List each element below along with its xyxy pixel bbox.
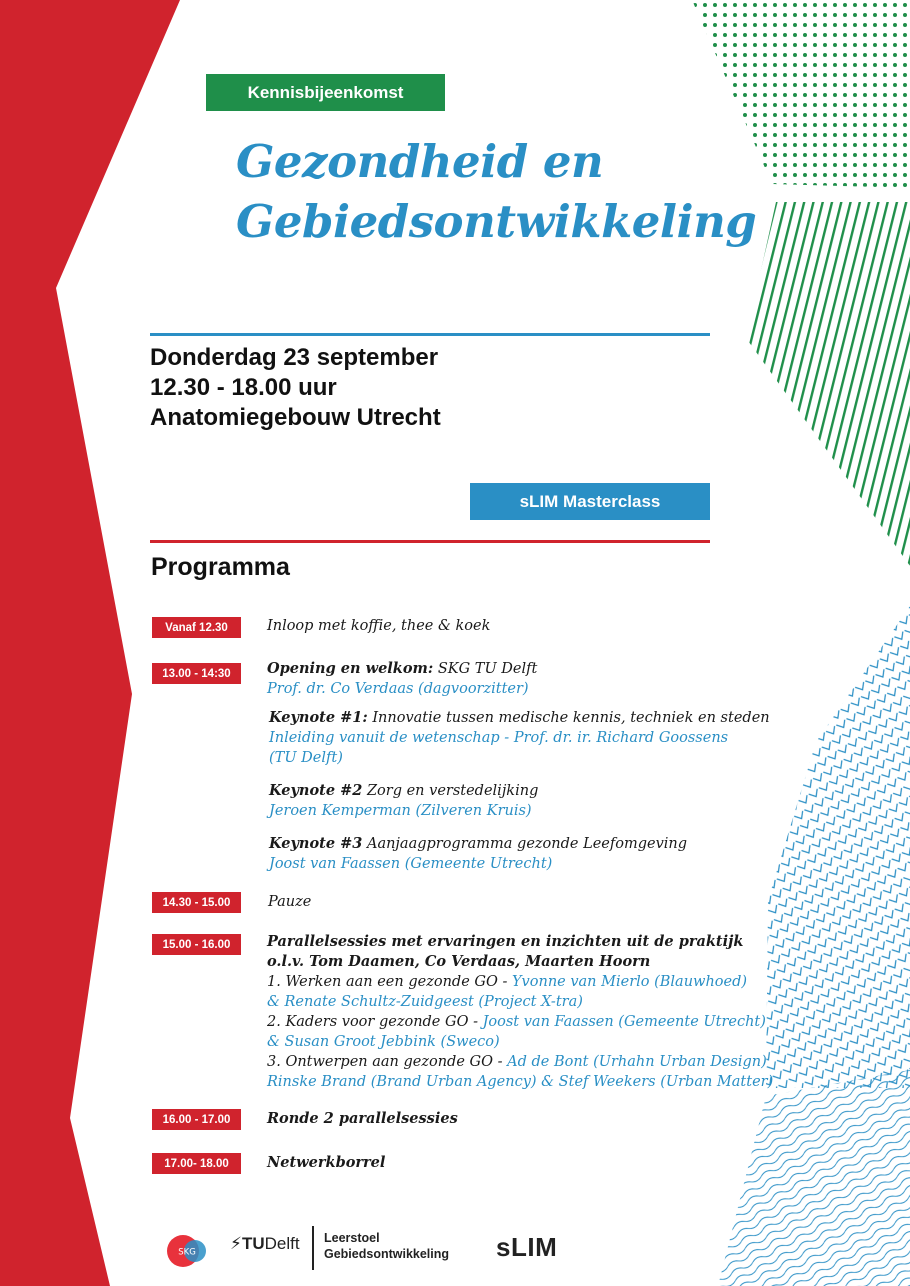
opening-text: SKG TU Delft (433, 661, 538, 677)
event-type-tag: Kennisbijeenkomst (206, 74, 445, 111)
leerstoel-logo (324, 1230, 449, 1262)
item-opening (267, 659, 537, 699)
event-date: Donderdag 23 september (150, 344, 439, 371)
keynote-3-label: Keynote #3 (269, 835, 363, 852)
page-title (236, 132, 756, 252)
time-badge-borrel: 17.00- 18.00 (152, 1153, 241, 1174)
item-keynote-1 (269, 708, 770, 768)
opening-label: Opening en welkom: (267, 660, 434, 677)
keynote-2-text: Zorg en verstedelijking (362, 783, 539, 799)
time-badge-pauze: 14.30 - 15.00 (152, 892, 241, 913)
session-3-speaker: Ad de Bont (Urhahn Urban Design) (507, 1054, 767, 1070)
time-badge-parallel: 15.00 - 16.00 (152, 934, 241, 955)
session-1-title: 1. Werken aan een gezonde GO - (267, 974, 512, 990)
item-inloop: Inloop met koffie, thee & koek (267, 618, 491, 634)
red-divider (150, 540, 710, 543)
leerstoel-line-1: Leerstoel (324, 1231, 380, 1245)
footer-divider (312, 1226, 314, 1270)
keynote-1-speaker-org: (TU Delft) (269, 750, 343, 766)
skg-logo-text: SKG (178, 1247, 196, 1258)
keynote-1-text: Innovatie tussen medische kennis, techniek en steden (367, 710, 770, 726)
footer-logos (160, 1226, 590, 1270)
red-band-shape (0, 0, 180, 1286)
session-1-speaker: Yvonne van Mierlo (Blauwhoed) (511, 974, 748, 990)
event-time: 12.30 - 18.00 uur (150, 374, 337, 401)
tudelft-flame-icon: ⚡ (230, 1234, 242, 1253)
keynote-3-text: Aanjaagprogramma gezonde Leefomgeving (362, 836, 688, 852)
tudelft-mark: TU (241, 1234, 265, 1253)
keynote-3-speaker: Joost van Faassen (Gemeente Utrecht) (269, 856, 553, 872)
ronde-2-text: Ronde 2 parallelsessies (267, 1110, 458, 1127)
time-badge-ronde-2: 16.00 - 17.00 (152, 1109, 241, 1130)
keynote-1-speaker: Inleiding vanuit de wetenschap - Prof. dr. ir. Richard Goossens (269, 730, 729, 746)
masterclass-tag: sLIM Masterclass (470, 483, 710, 520)
tudelft-logo (230, 1234, 300, 1254)
session-2-title: 2. Kaders voor gezonde GO - (267, 1014, 483, 1030)
blue-divider (150, 333, 710, 336)
event-venue: Anatomiegebouw Utrecht (150, 404, 441, 431)
keynote-2-speaker: Jeroen Kemperman (Zilveren Kruis) (269, 803, 532, 819)
session-2-speaker-2: & Susan Groot Jebbink (Sweco) (267, 1034, 500, 1050)
borrel-text: Netwerkborrel (267, 1154, 386, 1171)
item-pauze: Pauze (268, 894, 312, 910)
session-3-title: 3. Ontwerpen aan gezonde GO - (267, 1054, 508, 1070)
slim-logo: sLIM (496, 1232, 558, 1262)
skg-logo (166, 1230, 208, 1272)
title-line-2: Gebiedsontwikkeling (236, 195, 757, 248)
item-ronde-2 (267, 1109, 458, 1129)
keynote-1-label: Keynote #1: (269, 709, 368, 726)
event-info (150, 343, 441, 433)
keynote-2-label: Keynote #2 (269, 782, 363, 799)
title-line-1: Gezondheid en (236, 135, 604, 188)
session-1-speaker-2: & Renate Schultz-Zuidgeest (Project X-tra) (267, 994, 583, 1010)
item-borrel (267, 1153, 385, 1173)
item-keynote-2 (269, 781, 538, 821)
opening-speaker: Prof. dr. Co Verdaas (dagvoorzitter) (267, 681, 529, 697)
session-3-speaker-2: Rinske Brand (Brand Urban Agency) & Stef Weekers (Urban Matter) (267, 1074, 774, 1090)
blue-waves-pattern (718, 1070, 910, 1286)
time-badge-inloop: Vanaf 12.30 (152, 617, 241, 638)
programma-heading: Programma (151, 553, 290, 581)
item-keynote-3 (269, 834, 687, 874)
parallel-title: Parallelsessies met ervaringen en inzichten uit de praktijk (267, 933, 744, 950)
tudelft-text: Delft (264, 1234, 300, 1253)
blue-chevron-pattern (766, 606, 910, 1088)
item-parallel (267, 932, 773, 1092)
green-stripes-pattern (746, 202, 910, 566)
session-2-speaker: Joost van Faassen (Gemeente Utrecht) (482, 1014, 766, 1030)
time-badge-opening: 13.00 - 14:30 (152, 663, 241, 684)
leerstoel-line-2: Gebiedsontwikkeling (324, 1247, 450, 1261)
parallel-moderators: o.l.v. Tom Daamen, Co Verdaas, Maarten Hoorn (267, 953, 651, 970)
